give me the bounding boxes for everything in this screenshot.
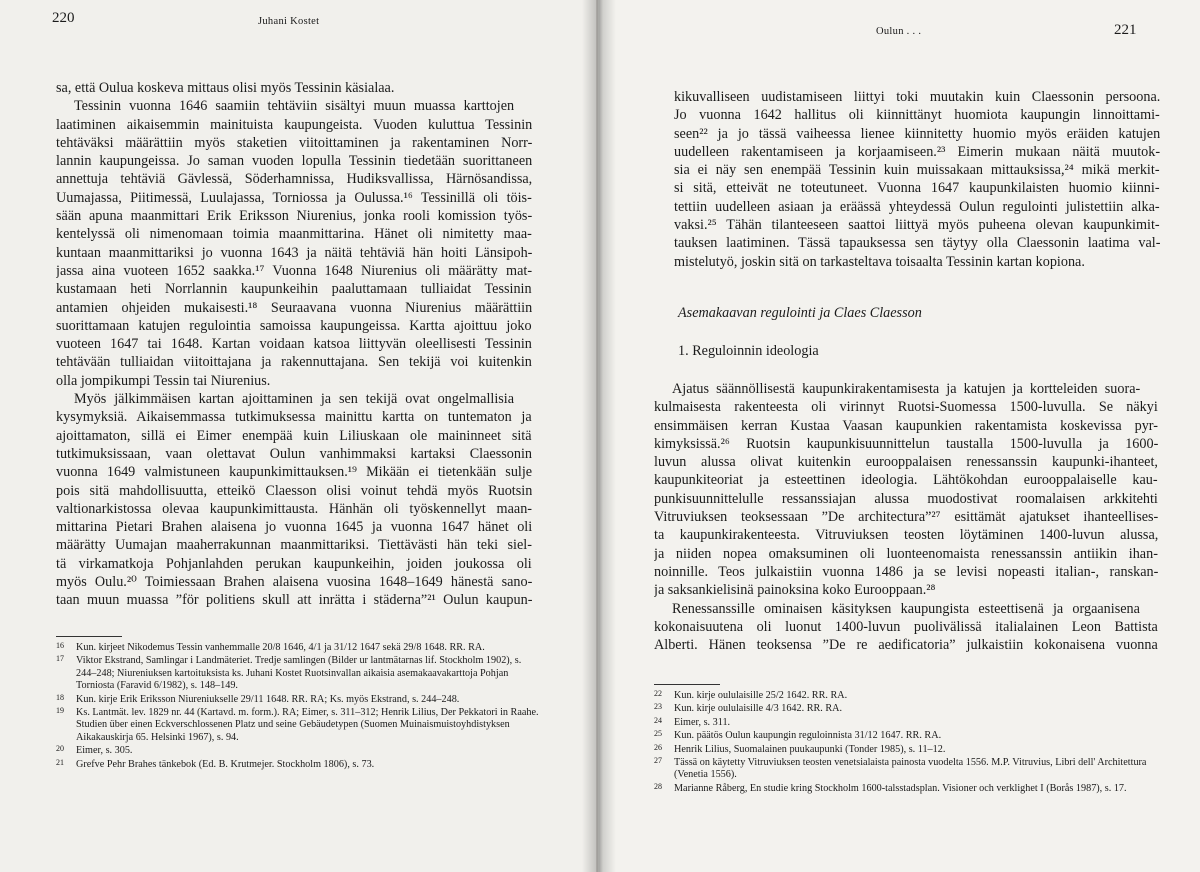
footnote-text: Kun. kirjeet Nikodemus Tessin vanhemmalle 20/8 1646, 4/1 ja 31/12 1647 sekä 29/8 1648. RR. RA. [76, 642, 485, 653]
text-line: uudelleen rakentamiseen ja korjaamiseen.²³ Eimerin mukaan näitä muutok- [674, 143, 1160, 160]
text-line: sa, että Oulua koskeva mittaus olisi myös Tessinin käsialaa. [56, 80, 395, 96]
subsection-title: 1. Reguloinnin ideologia [678, 343, 819, 359]
footnote [654, 690, 1162, 702]
text-line: si sitä, etteivät ne toteutuneet. Vuonna 1647 kaupunkilaisten huomio kiinni- [674, 180, 1160, 197]
footnote-text: Kun. päätös Oulun kaupungin reguloinnista 31/12 1647. RR. RA. [674, 730, 942, 742]
footnote-number: 20 [56, 744, 64, 754]
footnote-number: 16 [56, 641, 64, 650]
footnote [654, 783, 1162, 795]
text-line: punkisuunnittelulle ressanssiajan alussa muodostivat roomalaisen arkkitehti [654, 490, 1158, 507]
text-line: laatiminen aikaisemmin mainituista kaupungeista. Vuoden kuluttua Tessinin [56, 116, 532, 133]
footnotes [56, 642, 542, 772]
footnote-number: 24 [654, 715, 662, 725]
footnotes [654, 690, 1162, 796]
footnote-rule [654, 684, 720, 685]
text-line: lannin kaupungeissa. Jo saman vuoden lopulla Tessinin tiedetään suorittaneen [56, 153, 532, 170]
footnote-text: Eimer, s. 311. [674, 716, 731, 728]
text-line: Ajatus säännöllisestä kaupunkirakentamisesta ja katujen ja kortteleiden suora- [672, 381, 1141, 397]
footnote-text: Marianne Råberg, En studie kring Stockholm 1600-talsstadsplan. Visioner och verklighet I (Borås 1987), s. 17. [674, 782, 1127, 794]
text-line: Jo vuonna 1642 hallitus oli kiinnittänyt huomiota kaupungin linnoittami- [674, 107, 1160, 124]
text-line: tettiin uudelleen asiaan ja eräässä yhteydessä Oulun regulointi julistettiin alka- [674, 198, 1160, 215]
text-line: Uumajassa, Piitimessä, Luulajassa, Torniossa ja Oulussa.¹⁶ Tessinillä oli töis- [56, 189, 532, 206]
text-line: kysymyksiä. Aikaisemmassa tutkimuksessa mainittu kartta on tuntematon ja [56, 409, 532, 426]
text-line: seen²² ja jo tässä vaiheessa lienee kiinnitetty huomio myös eräiden katujen [674, 125, 1160, 142]
left-page [0, 0, 596, 872]
text-line: kustamaan heti Norrlannin kaupunkeihin paaluttamaan tulliaidat Tessinin [56, 281, 532, 298]
footnote-number: 22 [654, 689, 662, 698]
footnote [56, 642, 542, 654]
text-line: mistelutyö, joskin sitä on tarkasteltava toisaalta Tessinin kartan kopiona. [674, 253, 1085, 270]
footnote-number: 27 [654, 756, 662, 766]
footnote-number: 25 [654, 729, 662, 739]
body-text-bottom [654, 380, 1158, 654]
footnote [56, 745, 542, 757]
text-line: vuonna 1649 valmistuneen kaupunkimittauksen.¹⁹ Mikään ei tietenkään sulje [56, 464, 532, 481]
text-line: myös Oulu.²⁰ Toimiessaan Brahen alaisena vuosina 1648–1649 hänestä sano- [56, 574, 532, 591]
running-head: Oulun . . . [876, 26, 922, 37]
text-line: valtionarkistossa olevaa kaupunkimittausta. Hänhän oli työskennellyt maan- [56, 500, 532, 517]
footnote-number: 19 [56, 706, 64, 716]
text-line: pois sitä mahdollisuutta, etteikö Claesson olisi voinut tehdä myös Ruotsin [56, 482, 532, 499]
footnote-number: 28 [654, 781, 662, 791]
text-line: luvun alussa olivat kuitenkin eurooppalaisen renessanssin kaupunki-ihanteet, [654, 454, 1158, 471]
text-line: mittarina Pietari Brahen alaisena jo vuonna 1645 ja vuonna 1647 hänet oli [56, 519, 532, 536]
page-number: 220 [52, 10, 75, 26]
book-gutter-shadow [582, 0, 616, 872]
text-line: antamien ohjeiden mukaisesti.¹⁸ Seuraavana vuonna Niurenius määrättiin [56, 299, 532, 316]
text-line: annettuja tehtäviä Gävlessä, Söderhamnissa, Hudiksvallissa, Härnösandissa, [56, 171, 532, 188]
text-line: kentelyssä oli nimenomaan toimia maanmittarina. Hänet oli nimitetty maa- [56, 226, 532, 243]
text-line: tutkimuksissaan, vaan olettavat Oulun vanhimmaksi kartaksi Claessonin [56, 445, 532, 462]
footnote [654, 730, 1162, 742]
text-line: Myös jälkimmäisen kartan ajoittaminen ja sen tekijä ovat ongelmallisia [74, 391, 515, 408]
footnote-text: Eimer, s. 305. [76, 745, 133, 757]
text-line: taan muun muassa ”för politiens skull att inrätta i städerna”²¹ Oulun kaupun- [56, 592, 532, 609]
text-line: vuoteen 1647 tai 1648. Kartan voidaan katsoa liittyvän oleellisesti Tessinin [56, 336, 532, 353]
footnote-number: 17 [56, 654, 64, 664]
text-line: tauksen laatiminen. Tässä tapauksessa sen täytyy olla Claessonin laatima val- [674, 235, 1160, 252]
text-line: kikuvalliseen uudistamiseen liittyi toki muutakin kuin Claessonin persoona. [674, 89, 1160, 105]
text-line: olla jompikumpi Tessin tai Niurenius. [56, 372, 271, 389]
text-line: sään apuna maanmittari Erik Eriksson Niurenius, jonka rooli komission työs- [56, 208, 532, 225]
text-line: tehtäväksi määrättiin myös staketien viitoittaminen ja rakentaminen Norr- [56, 134, 532, 151]
text-line: tehtävään tulliaidan viitoittajana ja rakennuttajana. Sen tekijä voi kuitenkin [56, 354, 532, 371]
text-line: ensimmäisen kerran Kustaa Vaasan kaupunkien rakentamista koskevissa pyr- [654, 417, 1158, 434]
footnote-text: Ks. Lantmät. lev. 1829 nr. 44 (Kartavd. m. form.). RA; Eimer, s. 311–312; Henrik Lilius, Der Pekkatori in Raahe. Studien über einen Eckverschlossenen Platz und seine Gebäudetypen (Suomen Muinaismuistoyhdistyksen Aikakauskirja 65. Helsinki 1967), s. 94. [76, 707, 539, 743]
footnote [654, 717, 1162, 729]
footnote-text: Kun. kirje oululaisille 25/2 1642. RR. RA. [674, 690, 848, 701]
text-line: ajoittamaton, sillä ei Eimer enempää kuin Liliuskaan ole maininneet sitä [56, 427, 532, 444]
footnote-text: Kun. kirje Erik Eriksson Niureniukselle 29/11 1648. RR. RA; Ks. myös Ekstrand, s. 244–248. [76, 693, 460, 705]
footnote-text: Kun. kirje oululaisille 4/3 1642. RR. RA. [674, 703, 843, 715]
text-line: kulmaisesta rakenteesta oli virinnyt Ruotsi-Suomessa 1500-luvulla. Se näkyi [654, 399, 1158, 416]
footnote [654, 757, 1162, 782]
text-line: suorittamaan katujen regulointia samoissa kaupungeissa. Kartta ajoittuu joko [56, 317, 532, 334]
footnote-text: Henrik Lilius, Suomalainen puukaupunki (Tonder 1985), s. 11–12. [674, 743, 946, 755]
text-line: kaupunkiteoriat ja esteettinen ideologia. Lähtökohdan eurooppalaiselle kau- [654, 472, 1158, 489]
text-line: kimyksissä.²⁶ Ruotsin kaupunkisuunnittelun taustalla 1500-luvulla ja 1600- [654, 435, 1158, 452]
text-line: määrätty Uumajan maaherrakunnan maanmittariksi. Tiettävästi hän teki siel- [56, 537, 532, 554]
text-line: Vitruviuksen teoksessaan ”De architectura”²⁷ esittämät ajatukset ihanteellises- [654, 509, 1158, 526]
body-text-top [674, 88, 1160, 271]
footnote-text: Tässä on käytetty Vitruviuksen teosten venetsialaista painosta vuodelta 1556. M.P. Vitruvius, Libri dell' Architettura (Venetia 1556). [674, 757, 1147, 781]
section-title: Asemakaavan regulointi ja Claes Claesson [678, 305, 922, 321]
text-line: Alberti. Hänen teoksensa ”De re aedificatoria” julkaistiin kokonaisena vuonna [654, 637, 1158, 654]
footnote [56, 707, 542, 744]
text-line: sia ei näy sen enempää Tessinin kuin muissakaan mittauksissa,²⁴ mikä merkit- [674, 162, 1160, 179]
text-line: Tessinin vuonna 1646 saamiin tehtäviin sisältyi muun muassa karttojen [74, 98, 515, 115]
footnote [654, 703, 1162, 715]
running-head: Juhani Kostet [258, 16, 320, 27]
footnote [56, 694, 542, 706]
right-page [598, 0, 1200, 872]
text-line: kokonaisuutena oli luonut 1400-luvun puolivälissä italialainen Leon Battista [654, 618, 1158, 635]
text-line: ta kaupunkirakenteesta. Vitruviuksen teosten löytäminen 1400-luvun alussa, [654, 527, 1158, 544]
footnote-number: 18 [56, 692, 64, 702]
text-line: Renessanssille ominaisen käsityksen kaupungista esteettisenä ja orgaanisena [672, 600, 1140, 617]
footnote-number: 26 [654, 742, 662, 752]
footnote-number: 21 [56, 757, 64, 767]
text-line: jassa aina vuoteen 1652 saakka.¹⁷ Vuonna 1648 Niurenius oli määrätty mat- [56, 262, 532, 279]
text-line: ja niiden nopea omaksuminen oli luonteenomaista renessanssin antiikin ihan- [654, 545, 1158, 562]
text-line: noinnille. Teos julkaistiin vuonna 1486 ja se levisi nopeasti italian-, ranskan- [654, 563, 1158, 580]
body-text [56, 79, 532, 610]
page-number: 221 [1114, 22, 1137, 38]
footnote-text: Viktor Ekstrand, Samlingar i Landmäteriet. Tredje samlingen (Bilder ur lantmätarnas lif. Stockholm 1902), s. 244–248; Niureniuksen kartoituksista ks. Juhani Kostet Ruotsinvallan aikaisia asemakaavakarttoja Pohjan Torniosta (Faravid 6/1982), s. 148–149. [76, 655, 522, 692]
footnote-rule [56, 636, 122, 637]
footnote [56, 759, 542, 771]
footnote-text: Grefve Pehr Brahes tänkebok (Ed. B. Krutmejer. Stockholm 1806), s. 73. [76, 758, 375, 770]
text-line: tä virkamatkoja Pohjanlahden perukan kaupunkeihin, joiden joukossa oli [56, 555, 532, 572]
text-line: ja saksankielisinä painoksina koko Eurooppaan.²⁸ [654, 582, 936, 599]
footnote-number: 23 [654, 702, 662, 712]
text-line: kuntaan maanmittariksi jo vuonna 1643 ja näitä tehtäviä hän hoiti Länsipoh- [56, 244, 532, 261]
text-line: vaksi.²⁵ Tähän tilanteeseen saattoi liittyä myös puheena olevan kaupunkimit- [674, 217, 1160, 234]
footnote [654, 744, 1162, 756]
footnote [56, 655, 542, 692]
